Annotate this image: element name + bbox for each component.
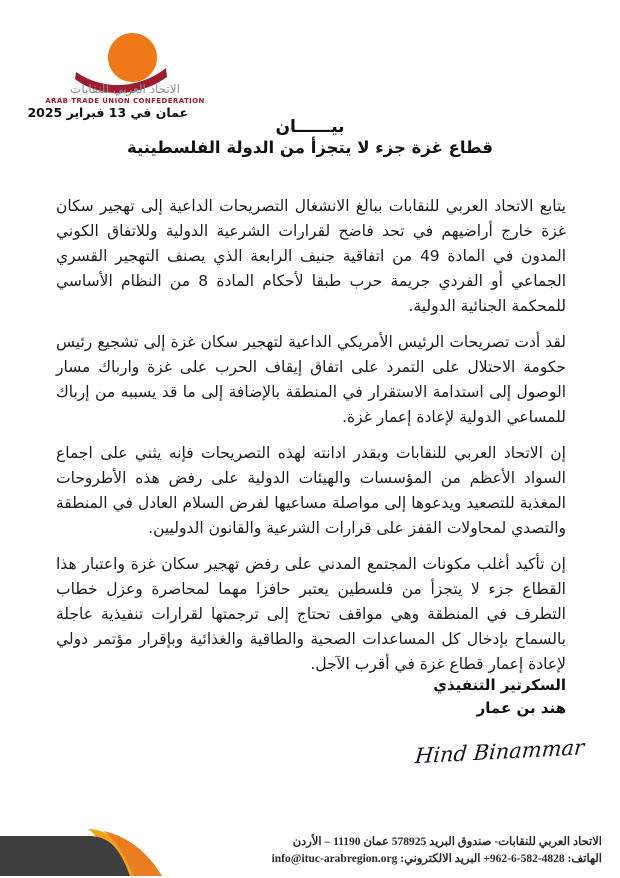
statement-subtitle: قطاع غزة جزء لا يتجزأ من الدولة الفلسطينية bbox=[127, 138, 493, 157]
footer-swoosh-icon bbox=[0, 829, 200, 876]
paragraph-1: يتابع الاتحاد العربي للنقابات ببالغ الانشغال التصريحات الداعية إلى تهجير سكان غزة خارج أراضيهم في تحد فاضح لقرارات الشرعية الدولية وللاتفاق الكوني المدون في المادة 49 من اتفاقية جنيف الرابعة الذي يصنف التهجير القسري الجماعي أو الفردي جريمة حرب طبقا لأحكام المادة 8 من النظام الأساسي للمحكمة الجنائية الدولية. bbox=[56, 197, 567, 315]
signature-block bbox=[433, 674, 566, 720]
statement-body bbox=[56, 194, 566, 688]
email-label: البريد الالكتروني: bbox=[400, 853, 481, 865]
paragraph-4: إن تأكيد أغلب مكونات المجتمع المدني على رفض تهجير سكان غزة واعتبار هذا القطاع جزء لا يتجزأ من فلسطين يعتبر حافزا مهما لمحاصرة وعزل خطاب التطرف في المنطقة وهي مواقف تحتاج إلى ترجمتها لقرارات تنفيذية عاجلة بالسماح بإدخال كل المساعدات الصحية والطاقية والغذائية وبإقرار مؤتمر دولي لإعادة إعمار قطاع غزة في أقرب الآجل. bbox=[56, 555, 566, 673]
paragraph-3: إن الاتحاد العربي للنقابات وبقدر ادانته لهذه التصريحات فإنه يثني على اجماع السواد الأعظم من المؤسسات والهيئات الدولية على رفض هذه الأطروحات المغذية للتصعيد ويدعوها إلى مواصلة مساعيها لفرض السلام العادل في المنطقة والتصدي لمحاولات القفز على قرارات الشرعية والقانون الدوليين. bbox=[56, 444, 566, 537]
email-address: info@ituc-arabregion.org bbox=[271, 853, 398, 865]
footer-phone-email-line bbox=[182, 851, 602, 868]
handwritten-signature: Hind Binammar bbox=[414, 735, 586, 769]
signer-name: هند بن عمار bbox=[476, 699, 566, 717]
signer-role: السكرتير التنفيذي bbox=[433, 676, 566, 694]
phone-number: +962-6-582-4828 bbox=[483, 853, 565, 865]
footer-address-line: الاتحاد العربي للنقابات- صندوق البريد 578925 عمان 11190 – الأردن bbox=[292, 836, 602, 848]
statement-title: بيــــــان bbox=[275, 117, 345, 137]
phone-label: الهاتف: bbox=[567, 853, 602, 865]
paragraph-2: لقد أدت تصريحات الرئيس الأمريكي الداعية لتهجير سكان غزة إلى تشجيع رئيس حكومة الاحتلال على التمرد على اتفاق إيقاف الحرب على غزة وارباك مسار الوصول إلى استدامة الاستقرار في المنطقة بالإضافة إلى ما قد يسببه من إرباك للمساعي الدولية لإعادة إعمار غزة. bbox=[56, 333, 566, 426]
footer-contact bbox=[182, 834, 602, 868]
logo-arabic-name: الاتحاد العربي للنقابات bbox=[70, 82, 180, 96]
date-line: عمان في 13 فبراير 2025 bbox=[27, 105, 188, 120]
logo-english-name: ARAB TRADE UNION CONFEDERATION bbox=[45, 97, 205, 105]
